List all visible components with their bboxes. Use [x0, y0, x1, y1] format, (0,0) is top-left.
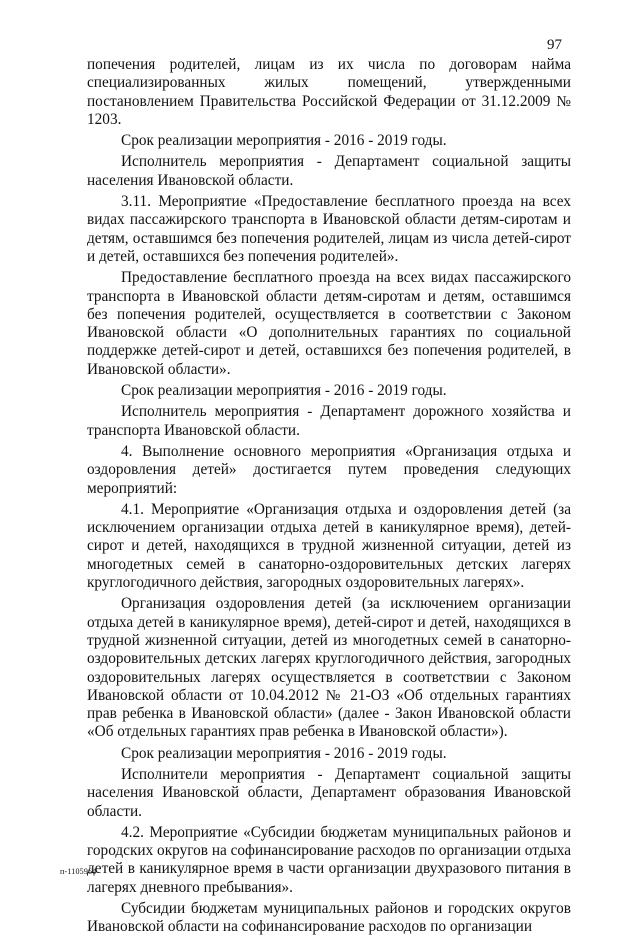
paragraph-executor-2: Исполнитель мероприятия - Департамент дорожного хозяйства и транспорта Ивановской области.	[87, 403, 571, 439]
paragraph-executor-1: Исполнитель мероприятия - Департамент социальной защиты населения Ивановской области.	[87, 153, 571, 189]
paragraph-health-organization: Организация оздоровления детей (за исключением организации отдыха детей в каникулярное время), детей-сирот и детей, находящихся в трудной жизненной ситуации, детей из многодетных семей в санаторно-оздоровительных детских лагерях круглогодичного действия, загородных оздоровительных лагерях осуществляется в соответствии с Законом Ивановской области от 10.04.2012 № 21-ОЗ «Об отдельных гарантиях прав ребенка в Ивановской области» (далее - Закон Ивановской области «Об отдельных гарантиях прав ребенка в Ивановской области»).	[87, 595, 571, 741]
document-code: п-1105964	[60, 867, 97, 876]
paragraph-free-travel: Предоставление бесплатного проезда на всех видах пассажирского транспорта в Ивановской области детям-сиротам и детям, оставшимся без попечения родителей, осуществляется в соответствии с Законом Ивановской области «О дополнительных гарантиях по социальной поддержке детей-сирот и детей, оставшихся без попечения родителей, в Ивановской области».	[87, 269, 571, 378]
paragraph-executors-3: Исполнители мероприятия - Департамент социальной защиты населения Ивановской области, Департамент образования Ивановской области.	[87, 765, 571, 820]
paragraph-continuation: попечения родителей, лицам из их числа по договорам найма специализированных жилых помещений, утвержденными постановлением Правительства Российской Федерации от 31.12.2009 № 1203.	[87, 56, 571, 128]
paragraph-measure-4-1: 4.1. Мероприятие «Организация отдыха и оздоровления детей (за исключением организации отдыха детей в каникулярное время), детей-сирот и детей, находящихся в трудной жизненной ситуации, детей из многодетных семей в санаторно-оздоровительных детских лагерях круглогодичного действия, загородных оздоровительных лагерях».	[87, 500, 571, 592]
document-body	[87, 56, 571, 940]
page-number: 97	[547, 37, 562, 53]
paragraph-term-1: Срок реализации мероприятия - 2016 - 2019 годы.	[121, 132, 447, 150]
paragraph-measure-3-11: 3.11. Мероприятие «Предоставление бесплатного проезда на всех видах пассажирского транспорта в Ивановской области детям-сиротам и детям, оставшимся без попечения родителей, лицам из числа детей-сирот и детей, оставшихся без попечения родителей».	[87, 193, 571, 265]
paragraph-subsidies: Субсидии бюджетам муниципальных районов и городских округов Ивановской области на софинансирование расходов по организации	[87, 900, 571, 936]
paragraph-main-measure-4: 4. Выполнение основного мероприятия «Организация отдыха и оздоровления детей» достигается путем проведения следующих мероприятий:	[87, 442, 571, 497]
paragraph-measure-4-2: 4.2. Мероприятие «Субсидии бюджетам муниципальных районов и городских округов на софинансирование расходов по организации отдыха детей в каникулярное время в части организации двухразового питания в лагерях дневного пребывания».	[87, 823, 572, 896]
paragraph-term-2: Срок реализации мероприятия - 2016 - 2019 годы.	[121, 382, 447, 400]
paragraph-term-3: Срок реализации мероприятия - 2016 - 2019 годы.	[121, 744, 447, 762]
